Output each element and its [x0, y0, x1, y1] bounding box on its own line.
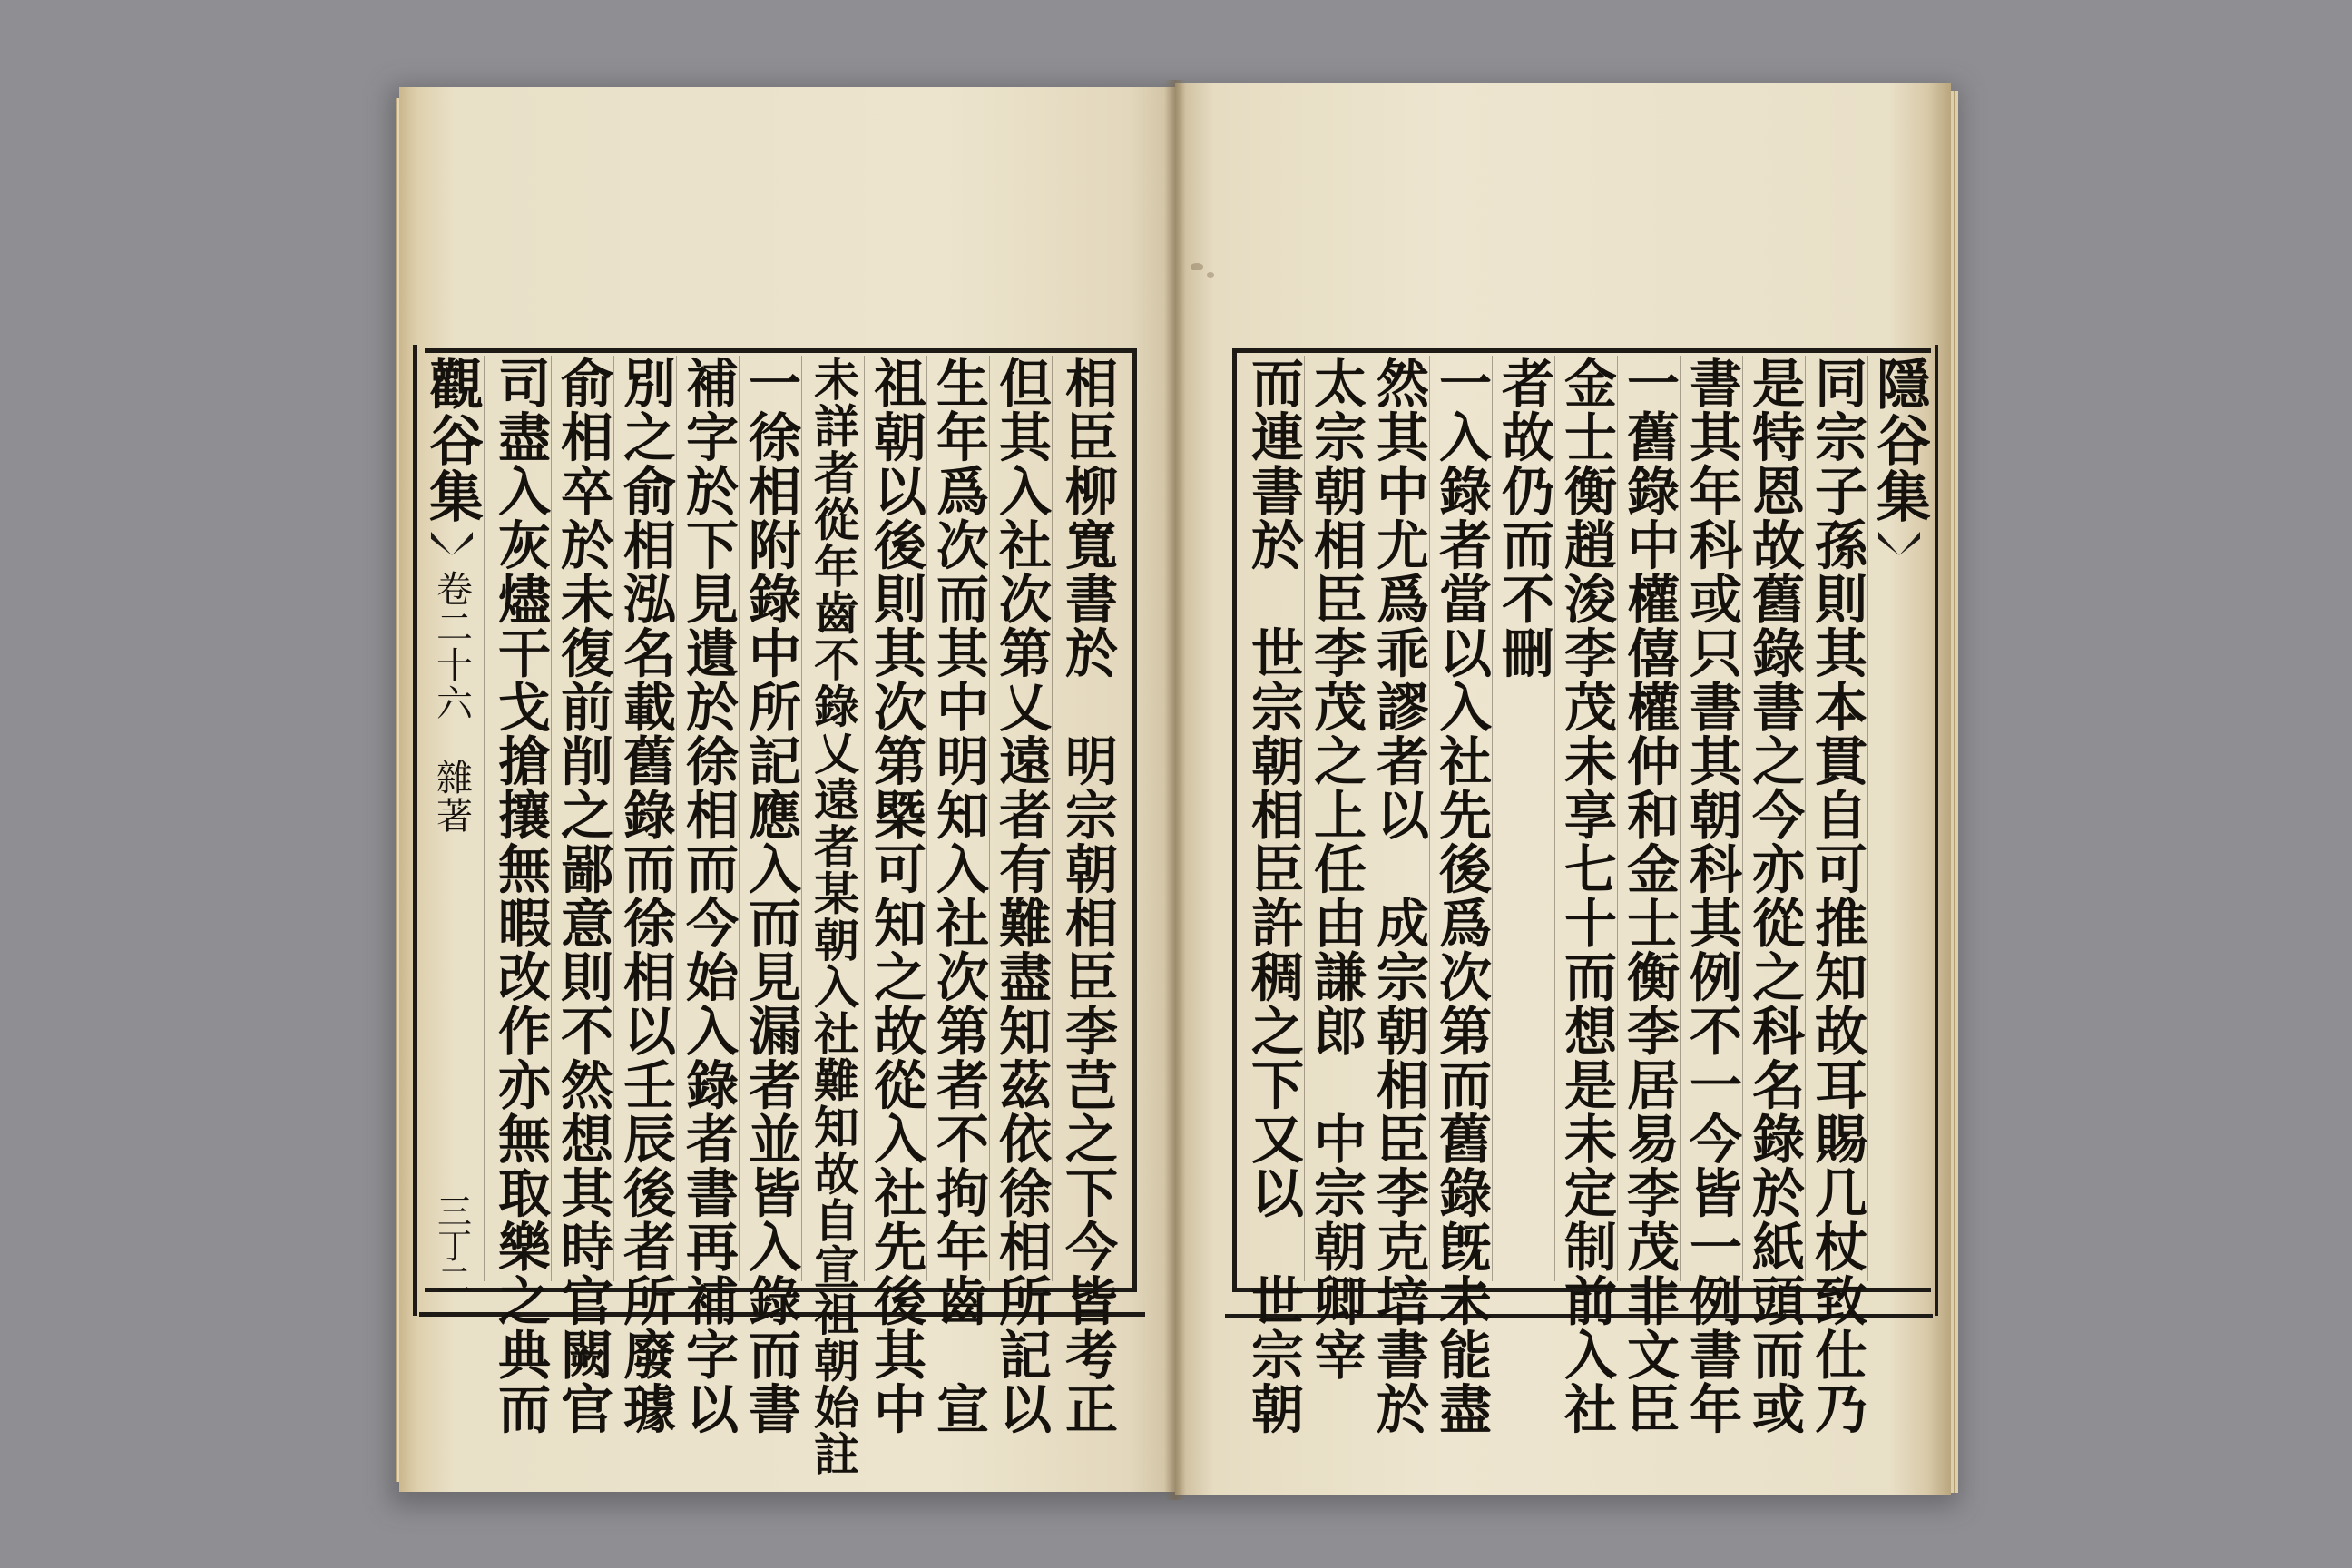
text-column: 生年爲次而其中明知入社次第者不拘年齒 宣 [927, 356, 989, 1436]
collection-title: 觀谷集 [420, 356, 484, 524]
text-column: 金士衡趙浚李茂未享七十而想是未定制前入社 [1555, 356, 1617, 1436]
book-gutter [1164, 80, 1186, 1500]
section-label: 雜著 [430, 759, 473, 835]
text-column: 然其中尤爲乖謬者以 成宗朝相臣李克培書於 [1367, 356, 1429, 1436]
text-column: 相臣柳寬書於 明宗朝相臣李芑之下今皆考正 [1056, 356, 1118, 1436]
left-edge-strip [420, 356, 484, 1304]
text-column: 而連書於 世宗朝相臣許稠之下又以 世宗朝 [1242, 356, 1304, 1436]
text-column: 一舊錄中權僖權仲和金士衡李居易李茂非文臣 [1618, 356, 1680, 1436]
text-column: 書其年科或只書其朝科其例不一今皆一例書年 [1681, 356, 1742, 1436]
paper-stain [1207, 272, 1214, 278]
text-column: 俞相卒於未復前削之鄙意則不然想其時官闕官 [552, 356, 613, 1436]
text-column: 司盡入灰燼干戈搶攘無暇改作亦無取樂之典而 [489, 356, 551, 1436]
text-column: 未詳者從年齒不錄乂遠者某朝入社難知故自宣祖朝始註 [807, 356, 860, 1477]
column-rule [1867, 356, 1868, 1281]
text-column: 者故仍而不刪 [1493, 356, 1554, 680]
right-edge-strip [1867, 356, 1931, 1304]
paper-stain [1191, 263, 1203, 270]
text-column: 別之俞相泓名載舊錄而徐相以壬辰後者所廢璩 [614, 356, 676, 1436]
column-rule [1052, 356, 1053, 1281]
volume-label: 卷二十六 [430, 570, 473, 722]
folio-number: 三丁二 [431, 1193, 472, 1297]
text-column: 但其入社次第乂遠者有難盡知茲依徐相所記以 [990, 356, 1052, 1436]
fish-tail-ornament [1878, 532, 1920, 555]
text-column: 祖朝以後則其次第槩可知之故從入社先後其中 [865, 356, 926, 1436]
text-column: 太宗朝相臣李茂之上任由謙郎 中宗朝卿宰 [1305, 356, 1367, 1382]
text-column: 補字於下見遺於徐相而今始入錄者書再補字以 [677, 356, 739, 1436]
fish-tail-ornament [431, 532, 473, 555]
collection-title: 隱谷集 [1867, 356, 1931, 524]
text-column: 同宗子孫則其本貫自可推知故耳賜几杖致仕乃 [1806, 356, 1867, 1436]
text-column: 是特恩故舊錄書之今亦從之科名錄於紙頭而或 [1743, 356, 1805, 1436]
text-column: 一入錄者當以入社先後爲次第而舊錄旣未能盡 [1430, 356, 1492, 1436]
column-rule [484, 356, 485, 1281]
text-column: 一徐相附錄中所記應入而見漏者並皆入錄而書 [740, 356, 801, 1436]
